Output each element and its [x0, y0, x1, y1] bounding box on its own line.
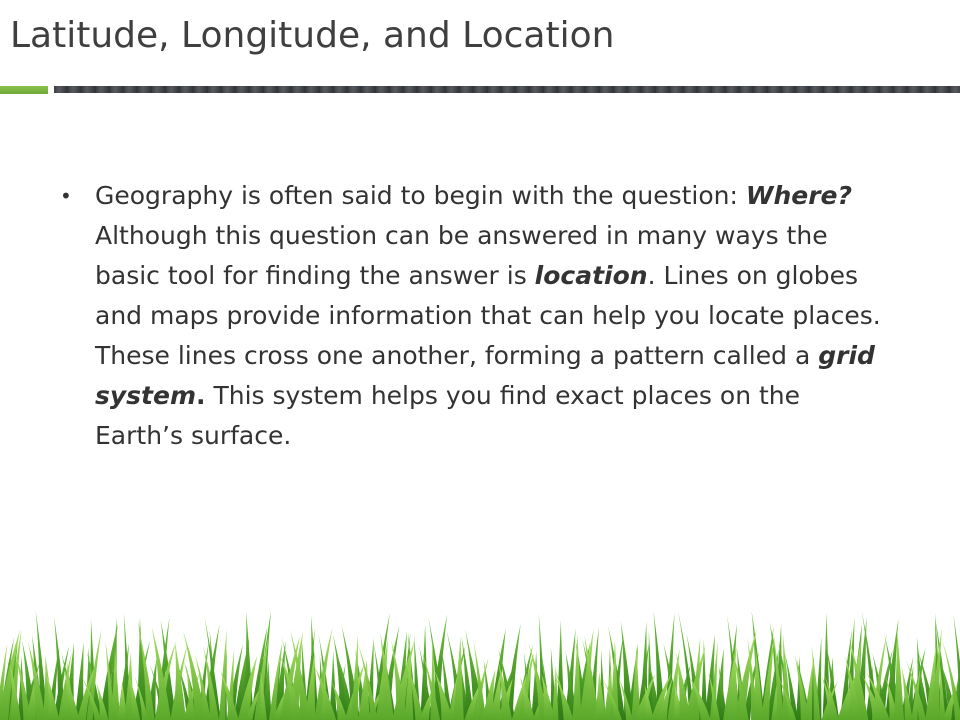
emphasis-period: .	[196, 381, 206, 410]
grass-blade	[305, 650, 316, 720]
emphasis-where: Where?	[745, 181, 852, 210]
paragraph-text: . Lines on globes and maps provide information that can help you locate places. These lines cross one another, forming a pattern called a	[95, 261, 881, 370]
grass-decoration	[0, 590, 960, 720]
emphasis-grid-system: grid system	[95, 341, 875, 410]
grass-blade	[175, 642, 186, 720]
bullet-item	[60, 176, 890, 456]
emphasis-location: location	[534, 261, 648, 290]
paragraph-text: Although this question can be answered in many ways the basic tool for finding the answer is	[95, 221, 828, 290]
grass-blade	[804, 660, 813, 720]
paragraph-text: Geography is often said to begin with the question:	[95, 181, 746, 210]
grass-blade	[753, 648, 764, 720]
title-accent-bar	[0, 86, 48, 94]
bullet-list	[60, 176, 890, 456]
bullet-icon: •	[60, 184, 72, 208]
title-divider-bar	[54, 86, 960, 93]
slide-title: Latitude, Longitude, and Location	[10, 15, 615, 56]
paragraph-text: This system helps you find exact places on the Earth’s surface.	[95, 381, 801, 450]
slide-content	[60, 176, 890, 456]
